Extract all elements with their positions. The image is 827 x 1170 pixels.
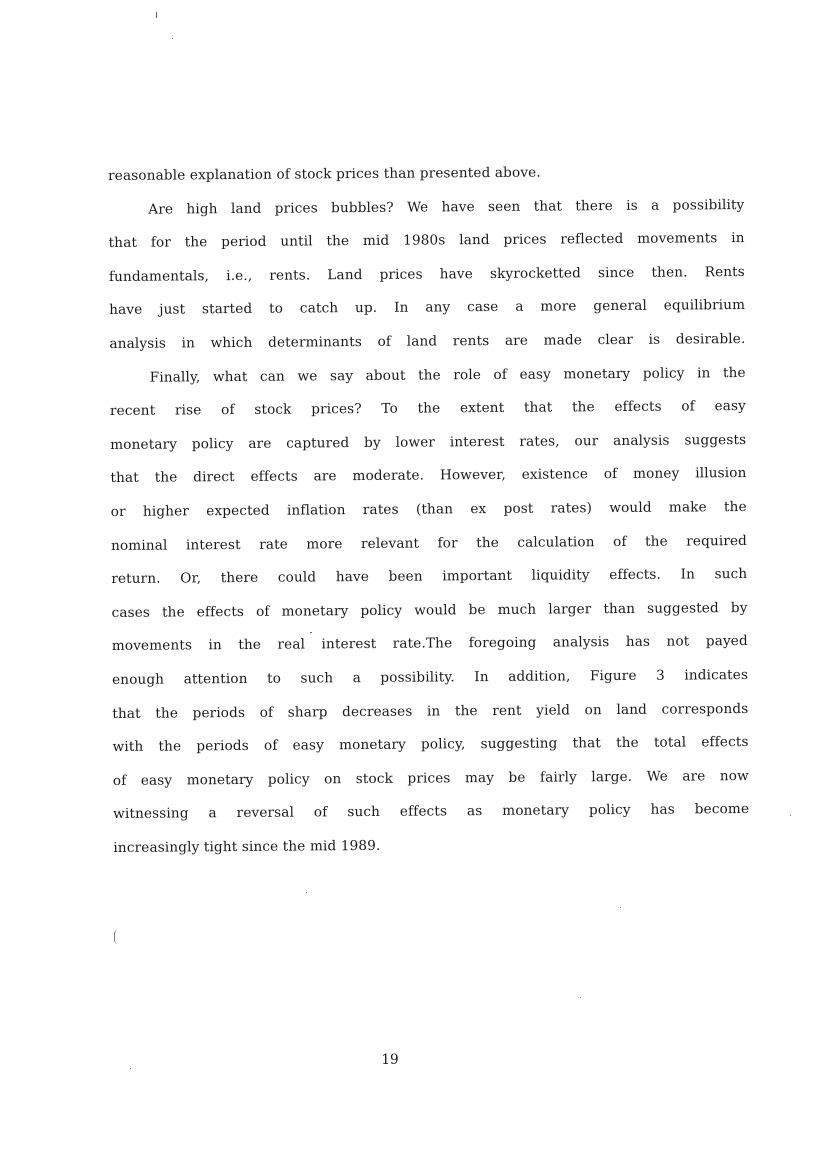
text-line: of easy monetary policy on stock prices may be fairly large. We are now — [112, 767, 749, 789]
scan-speck — [306, 892, 307, 893]
text-line: that for the period until the mid 1980s land prices reflected movements in — [108, 230, 745, 252]
scan-mark — [114, 930, 121, 944]
scan-speck — [172, 38, 173, 39]
page-number: 19 — [381, 1052, 399, 1068]
text-line: movements in the real interest rate.The foregoing analysis has not payed — [111, 633, 748, 655]
text-line: nominal interest rate more relevant for the calculation of the required — [110, 532, 748, 554]
scan-speck — [130, 1068, 131, 1069]
text-line: with the periods of easy monetary policy, suggesting that the total effects — [112, 734, 749, 756]
text-line: that the periods of sharp decreases in the rent yield on land corresponds — [112, 700, 749, 722]
text-line: enough attention to such a possibility. In addition, Figure 3 indicates — [112, 666, 749, 688]
text-line: monetary policy are captured by lower interest rates, our analysis suggests — [110, 431, 747, 453]
scan-speck — [580, 997, 581, 998]
text-line: reasonable explanation of stock prices than presented above. — [108, 164, 541, 184]
text-line: analysis in which determinants of land rents are made clear is desirable. — [109, 330, 746, 352]
scan-speck — [620, 907, 621, 908]
text-line: that the direct effects are moderate. However, existence of money illusion — [110, 465, 747, 487]
text-line: cases the effects of monetary policy would be much larger than suggested by — [111, 599, 748, 621]
scan-speck — [790, 815, 791, 816]
text-line: Are high land prices bubbles? We have seen that there is a possibility — [148, 196, 745, 218]
text-line: increasingly tight since the mid 1989. — [113, 837, 381, 856]
body-text — [108, 155, 750, 865]
text-line: witnessing a reversal of such effects as monetary policy has become — [113, 801, 750, 823]
text-line: have just started to catch up. In any case a more general equilibrium — [109, 297, 746, 319]
scan-speck — [156, 12, 157, 18]
text-line: fundamentals, i.e., rents. Land prices have skyrocketted since then. Rents — [108, 263, 745, 285]
text-line: return. Or, there could have been important liquidity effects. In such — [111, 566, 748, 588]
text-line: Finally, what can we say about the role of easy monetary policy in the — [149, 364, 746, 386]
text-line: recent rise of stock prices? To the extent that the effects of easy — [109, 398, 747, 420]
text-line: or higher expected inflation rates (than ex post rates) would make the — [110, 498, 747, 520]
